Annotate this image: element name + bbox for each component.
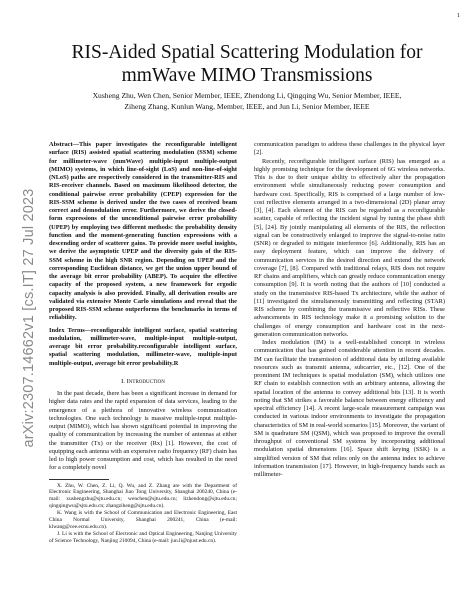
paper-title xyxy=(52,41,442,87)
section-heading: I. Introduction xyxy=(121,377,165,385)
body-paragraph-3: Index modulation (IM) is a well-established concept in wireless communication that has gained considerable attention in recent decades. IM can facilitate the transmission of additional data by utilizing available resources such as transmit antenna, subcarrier, etc., [12]. One of the prominent IM techniques is spatial modulation (SM), which utilizes one RF chain to establish connection with an arbitrary antenna, allowing the spatial location of the antenna to convey additional bits [13]. It is worth noting that SM strikes a favorable balance between energy efficiency and spectral efficiency [14]. A recent large-scale measurement campaign was conducted in various indoor environments to investigate the propagation characteristics of SM in real-world scenarios [15]. Moreover, the variant of SM is quadrature SM (QSM), which was proposed to improve the overall throughput of conventional SM systems by incorporating additional modulation spatial dimensions [16]. Space shift keying (SSK) is a simplified version of SM that relies only on the antenna index to achieve information transmission [17]. However, in high-frequency bands such as millimeter- xyxy=(254,339,445,478)
author-list xyxy=(56,90,438,112)
left-column xyxy=(49,141,237,545)
body-paragraph-1: communication paradigm to address these challenges in the physical layer [2]. xyxy=(254,141,445,157)
index-terms: Index Terms—reconfigurable intelligent surface, spatial scattering modulation, millimeter-wave, multiple-input multiple-output, average bit error probability.reconfigurable intelligent surface, spatial scattering modulation, millimeter-wave, multiple-input multiple-output, average bit error probability.R xyxy=(49,326,237,367)
intro-paragraph-1: In the past decade, there has been a significant increase in demand for higher data rates and the rapid expansion of data services, leading to the emergence of a plethora of innovative wireless communication technologies. One such technology is massive multiple-input multiple-output (MIMO), which has shown significant potential in improving the quality of communication by increasing the number of antennas at either the transmitter (Tx) or the receiver (Rx) [1]. However, the cost of equipping each antenna with an expensive radio frequency (RF) chain has led to high power consumption and cost, which has resulted in the need for a completely novel xyxy=(49,390,237,472)
title-line-1: RIS-Aided Spatial Scattering Modulation for xyxy=(71,42,423,63)
right-column xyxy=(254,141,445,479)
arxiv-watermark xyxy=(18,108,40,528)
footnote-affiliation-3: J. Li is with the School of Electronic and Optical Engineering, Nanjing University of Science Technology, Nanjing 210094, China (e-mail: jun.li@njust.edu.cn). xyxy=(49,530,237,544)
footnote-affiliation-2: K. Wang is with the School of Communication and Electronic Engineering, East China Normal University, Shanghai 200241, China (e-mail: klwang@cee.ecnu.edu.cn). xyxy=(49,510,237,530)
body-paragraph-2: Recently, reconfigurable intelligent surface (RIS) has emerged as a highly promising technique for the development of 6G wireless networks. This is due to their unique ability to effectively alter the propagation environment while simultaneously reducing power consumption and hardware cost. Specifically, RIS is comprised of a large number of low-cost reflective elements arranged in a two-dimensional (2D) planar array [3], [4]. Each element of the RIS can be regarded as a reconfigurable scatter, capable of reflecting the incident signal by tuning the phase shift [5], [24]. By jointly manipulating all elements of the RIS, the reflection signal can be constructively enlarged to improve the signal-to-noise ratio (SNR) or degraded to mitigate interference [6]. Additionally, RIS has an easy deployment feature, which can improve the delivery of communication services in the desired direction and extend the network coverage [7], [8]. Compared with traditional relays, RIS does not require RF chains and amplifiers, which can greatly reduce communication energy consumption [9]. It is worth noting that the authors of [10] conducted a study on the transmissive RIS-based Tx architecture, while the author of [11] investigated the simultaneously transmitting and reflecting (STAR) RIS scheme by combining the transmissive and reflective RISs. These advancements in RIS technology make it a promising solution to the challenges of energy consumption and hardware cost in the next-generation communication networks. xyxy=(254,157,445,338)
page-number: 1 xyxy=(457,13,460,19)
footnote-divider xyxy=(49,479,109,480)
arxiv-id: arXiv:2307.14662v1 [cs.IT] 27 Jul 2023 xyxy=(21,188,37,448)
footnote-affiliation-1: X. Zhu, W. Chen, Z. Li, Q. Wu, and Z. Zhang are with the Department of Electronic Engineering, Shanghai Jiao Tong University, Shanghai 200240, China (e-mail: xushengzhu@sjtu.edu.cn; wenchen@sjtu.edu.cn; lizhendong@sjtu.edu.cn; qingqingwu@sjtu.edu.cn; zhangziheng@sjtu.edu.cn). xyxy=(49,482,237,510)
title-line-2: mmWave MIMO Transmissions xyxy=(121,65,373,86)
authors-line-1: Xusheng Zhu, Wen Chen, Senior Member, IEEE, Zhendong Li, Qingqing Wu, Senior Member, IEEE, xyxy=(92,91,402,100)
authors-line-2: Ziheng Zhang, Kunlun Wang, Member, IEEE, and Jun Li, Senior Member, IEEE xyxy=(124,102,370,111)
abstract: Abstract—This paper investigates the reconfigurable intelligent surface (RIS) assisted spatial scattering modulation (SSM) scheme for millimeter-wave (mmWave) multiple-input multiple-output (MIMO) systems, in which line-of-sight (LoS) and non-line-of-sight (NLoS) paths are respectively considered in the transmitter-RIS and RIS-receiver channels. Based on maximum likelihood detector, the conditional pairwise error probability (CPEP) expression for the RIS-SSM scheme is derived under the two cases of received beam correct and demodulation error. Furthermore, we derive the closed-form expressions of the unconditional pairwise error probability (UPEP) by employing two different methods: the probability density function and the moment-generating function expressions with a descending order of scatterer gains. To provide more useful insights, we derive the asymptotic UPEP and the diversity gain of the RIS-SSM scheme in the high SNR region. Depending on UPEP and the corresponding Euclidean distance, we get the union upper bound of the average bit error probability (ABEP). To acquire the effective capacity of the proposed system, a new framework for ergodic capacity analysis is also provided. Finally, all derivation results are validated via extensive Monte Carlo simulations and reveal that the proposed RIS-SSM scheme outperforms the benchmarks in terms of reliability. xyxy=(49,141,237,322)
